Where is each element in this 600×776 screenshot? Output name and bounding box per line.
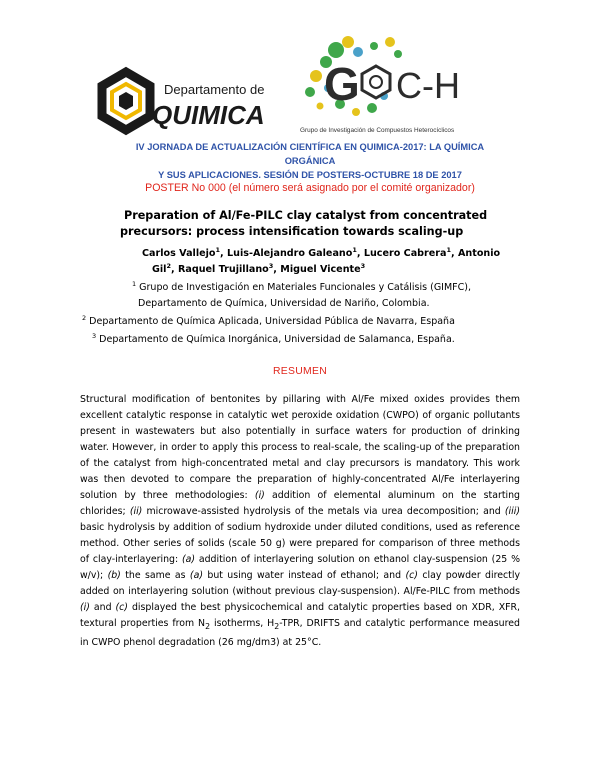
author-name: , Antonio	[451, 248, 501, 259]
author-name: , Raquel Trujillano	[170, 264, 269, 275]
hexagon-icon	[102, 72, 150, 130]
author-affiliation-mark: 1	[215, 246, 221, 254]
author-affiliation-mark: 1	[446, 246, 452, 254]
affiliation-3	[92, 332, 522, 348]
affiliation-1	[132, 280, 532, 312]
author-list	[142, 246, 532, 278]
affiliation-2	[82, 314, 522, 330]
affiliation-mark: 1	[132, 280, 137, 288]
conference-header	[120, 140, 500, 182]
author-affiliation-mark: 3	[360, 262, 366, 270]
conference-line-2: Y SUS APLICACIONES. SESIÓN DE POSTERS-OCTUBRE 18 DE 2017	[158, 170, 462, 180]
affiliation-mark: 2	[82, 314, 87, 322]
affiliation-3-text: Departamento de Química Inorgánica, Universidad de Salamanca, España.	[96, 334, 455, 345]
author-name: , Miguel Vicente	[273, 264, 361, 275]
gich-logo	[296, 32, 496, 137]
paper-title	[120, 208, 524, 240]
poster-number-line: POSTER No 000 (el número será asignado por el comité organizador)	[145, 182, 475, 194]
affiliation-mark: 3	[92, 332, 97, 340]
logo-ch-text: C-H	[396, 65, 460, 106]
affiliation-1-line-1: Grupo de Investigación en Materiales Funcionales y Catálisis (GIMFC),	[136, 282, 471, 293]
author-name: , Lucero Cabrera	[356, 248, 447, 259]
logo-quimica-text: QUIMICA	[152, 100, 265, 130]
conference-line-1: IV JORNADA DE ACTUALIZACIÓN CIENTÍFICA EN QUIMICA-2017: LA QUÍMICA ORGÁNICA	[135, 142, 485, 166]
logo-gich-subtitle: Grupo de Investigación de Compuestos Heterocíclicos	[300, 127, 455, 134]
title-line-2: precursors: process intensification towards scaling-up	[120, 225, 464, 238]
author-name: Carlos Vallejo	[142, 248, 216, 259]
author-name: Gil	[152, 264, 167, 275]
author-affiliation-mark: 1	[352, 246, 357, 254]
benzene-ring-icon	[362, 66, 390, 98]
resumen-heading: RESUMEN	[272, 366, 328, 377]
abstract-body: Structural modification of bentonites by pillaring with Al/Fe mixed oxides provides them excellent catalytic response in catalytic wet peroxide oxidation (CWPO) of organic pollutants present in wastewaters but also potentially in surface waters for production of drinking water. However, in order to apply this process to real-scale, the scaling-up of the preparation of the catalyst from high-concentrated metal and clay precursors is mandatory. This work was then devoted to compare the preparation of highly-concentrated Al/Fe interlayering solution by three methodologies: (i) addition of elemental aluminum on the starting chlorides; (ii) microwave-assisted hydrolysis of the metals via urea decomposition; and (iii) basic hydrolysis by addition of sodium hydroxide under diluted conditions, used as reference method. Other series of solids (scale 50 g) were prepared for comparison of three methods of clay-interlayering: (a) addition of interlayering solution on ethanol clay-suspension (25 % w/v); (b) the same as (a) but using water instead of ethanol; and (c) clay powder directly added on interlayering solution (without previous clay-suspension). Al/Fe-PILC from methods (i) and (c) displayed the best physicochemical and catalytic properties based on XDR, XFR, textural properties from $N_2$ isotherms, $H_2$-TPR, DRIFTS and catalytic performance measured in CWPO phenol degradation (26 mg/dm3) at 25°C.	[80, 394, 521, 648]
author-affiliation-mark: 2	[166, 262, 171, 270]
affiliation-2-text: Departamento de Química Aplicada, Universidad Pública de Navarra, España	[86, 316, 455, 327]
logo-departamento-text: Departamento de	[164, 82, 265, 97]
author-name: , Luis-Alejandro Galeano	[220, 248, 353, 259]
logo-g-letter: G	[324, 58, 360, 110]
author-line-2	[142, 262, 532, 278]
affiliation-1-line-2: Departamento de Química, Universidad de Nariño, Colombia.	[138, 298, 430, 309]
author-affiliation-mark: 3	[268, 262, 274, 270]
title-line-1: Preparation of Al/Fe-PILC clay catalyst from concentrated	[124, 209, 488, 222]
